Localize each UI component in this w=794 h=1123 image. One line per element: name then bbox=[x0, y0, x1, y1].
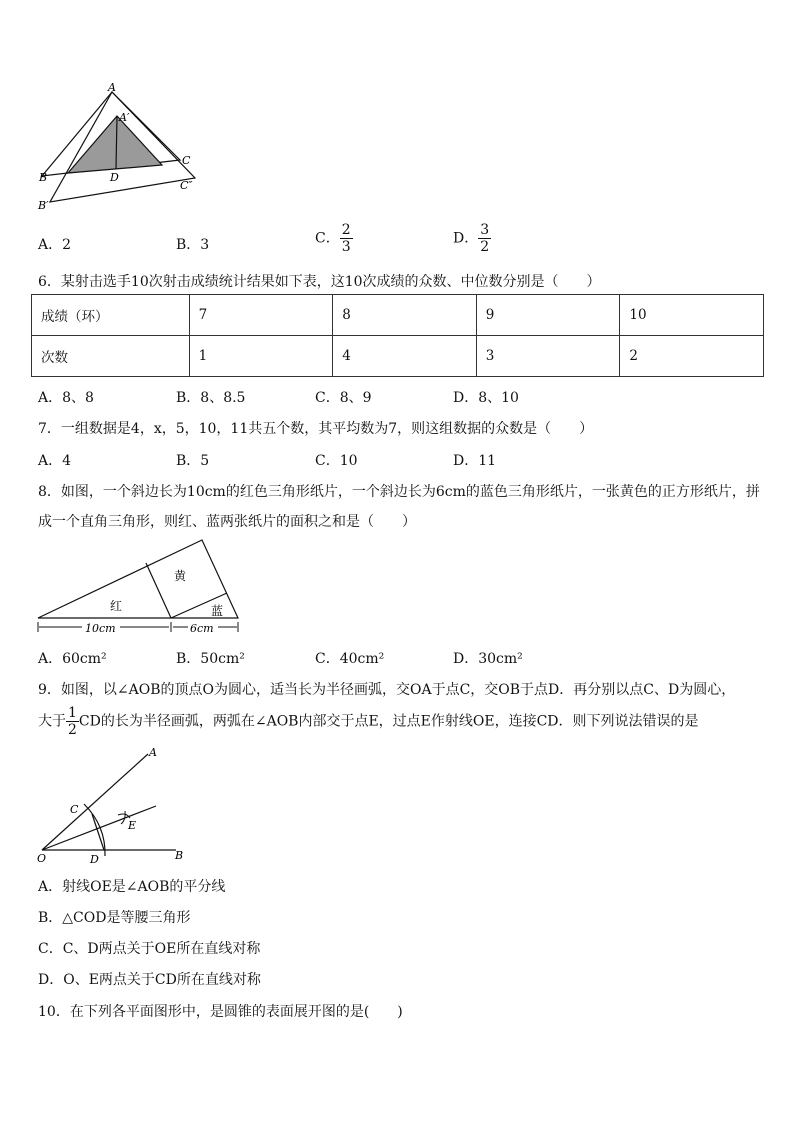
q5-option-c bbox=[315, 222, 353, 255]
table-cell: 8 bbox=[333, 295, 477, 336]
table-cell: 1 bbox=[189, 336, 333, 377]
q5-option-d bbox=[453, 222, 491, 255]
label-C-prime: C″ bbox=[180, 179, 193, 192]
q7-option-a: A．4 bbox=[38, 453, 72, 469]
q9-half-fraction bbox=[66, 705, 79, 738]
q5-option-c-fraction bbox=[340, 222, 353, 255]
table-cell: 次数 bbox=[32, 336, 190, 377]
label-D: D bbox=[110, 171, 119, 184]
q6-option-b: B．8、8.5 bbox=[176, 390, 246, 406]
label-O: O bbox=[37, 852, 47, 865]
label-B-prime: B′ bbox=[38, 199, 49, 212]
ray-OA bbox=[42, 754, 148, 850]
label-6cm: 6cm bbox=[190, 622, 214, 635]
q5-option-a: A．2 bbox=[38, 237, 72, 253]
label-C: C bbox=[182, 154, 191, 167]
label-B: B bbox=[175, 849, 184, 862]
label-10cm: 10cm bbox=[85, 622, 116, 635]
q7-option-d: D．11 bbox=[453, 453, 497, 469]
frac-num: 1 bbox=[68, 705, 77, 721]
q7-option-c: C．10 bbox=[315, 453, 358, 469]
q9-stem-pre: 大于 bbox=[38, 713, 66, 730]
label-yellow: 黄 bbox=[174, 569, 187, 583]
label-A-prime: A′ bbox=[119, 111, 130, 124]
table-cell: 9 bbox=[476, 295, 620, 336]
q9-stem-line2 bbox=[38, 705, 699, 738]
frac-den: 2 bbox=[480, 239, 490, 255]
q7-stem: 7．一组数据是4，x，5，10，11共五个数，其平均数为7，则这组数据的众数是（ ） bbox=[38, 421, 594, 437]
label-E: E bbox=[128, 819, 137, 832]
label-D: D bbox=[90, 853, 99, 866]
q6-score-table bbox=[31, 294, 764, 377]
q6-option-d: D．8、10 bbox=[453, 390, 519, 406]
q8-option-b: B．50cm² bbox=[176, 651, 245, 667]
frac-num: 3 bbox=[480, 222, 490, 238]
label-blue: 蓝 bbox=[211, 604, 224, 618]
ray-OE bbox=[42, 806, 156, 850]
q5-option-b: B．3 bbox=[176, 237, 210, 253]
frac-den: 2 bbox=[68, 722, 77, 738]
table-row-header bbox=[32, 295, 764, 336]
q5-option-c-prefix: C． bbox=[315, 230, 340, 247]
q8-stem-line1: 8．如图，一个斜边长为10cm的红色三角形纸片，一个斜边长为6cm的蓝色三角形纸片，一张黄色的正方形纸片，拼 bbox=[38, 484, 760, 500]
q8-right-triangle-figure bbox=[34, 536, 244, 640]
q9-option-a: A．射线OE是∠AOB的平分线 bbox=[38, 879, 226, 895]
table-cell: 10 bbox=[620, 295, 764, 336]
label-B: B bbox=[39, 171, 48, 184]
small-arc-1 bbox=[118, 814, 130, 818]
table-cell: 4 bbox=[333, 336, 477, 377]
table-cell: 3 bbox=[476, 336, 620, 377]
q9-stem-post: CD的长为半径画弧，两弧在∠AOB内部交于点E，过点E作射线OE，连接CD．则下列说法错误的是 bbox=[78, 713, 699, 730]
q5-triangle-figure bbox=[30, 78, 210, 218]
q10-stem: 10．在下列各平面图形中，是圆锥的表面展开图的是( ) bbox=[38, 1004, 403, 1020]
table-cell: 7 bbox=[189, 295, 333, 336]
q6-option-a: A．8、8 bbox=[38, 390, 94, 406]
q8-option-d: D．30cm² bbox=[453, 651, 523, 667]
q6-stem: 6．某射击选手10次射击成绩统计结果如下表，这10次成绩的众数、中位数分别是（ ） bbox=[38, 274, 601, 290]
label-A: A bbox=[149, 746, 157, 759]
q5-option-d-fraction bbox=[478, 222, 491, 255]
label-C: C bbox=[70, 803, 79, 816]
label-red: 红 bbox=[110, 599, 123, 613]
q8-option-c: C．40cm² bbox=[315, 651, 385, 667]
q9-option-d: D．O、E两点关于CD所在直线对称 bbox=[38, 972, 261, 988]
q9-angle-bisector-figure bbox=[34, 742, 204, 870]
q9-stem-line1: 9．如图，以∠AOB的顶点O为圆心，适当长为半径画弧，交OA于点C，交OB于点D．再分别以点C、D为圆心， bbox=[38, 682, 736, 698]
frac-den: 3 bbox=[341, 239, 351, 255]
q9-option-c: C．C、D两点关于OE所在直线对称 bbox=[38, 941, 261, 957]
big-right-triangle bbox=[38, 540, 238, 618]
q9-option-b: B．△COD是等腰三角形 bbox=[38, 910, 191, 926]
table-cell: 2 bbox=[620, 336, 764, 377]
q8-option-a: A．60cm² bbox=[38, 651, 107, 667]
frac-num: 2 bbox=[341, 222, 351, 238]
table-cell: 成绩（环） bbox=[32, 295, 190, 336]
small-arc-2 bbox=[121, 811, 125, 824]
square-left-edge bbox=[146, 563, 171, 618]
label-A: A bbox=[108, 81, 116, 94]
q5-option-d-prefix: D． bbox=[453, 230, 479, 247]
table-row-counts bbox=[32, 336, 764, 377]
q6-option-c: C．8、9 bbox=[315, 390, 372, 406]
q7-option-b: B．5 bbox=[176, 453, 210, 469]
q8-stem-line2: 成一个直角三角形，则红、蓝两张纸片的面积之和是（ ） bbox=[38, 514, 416, 530]
